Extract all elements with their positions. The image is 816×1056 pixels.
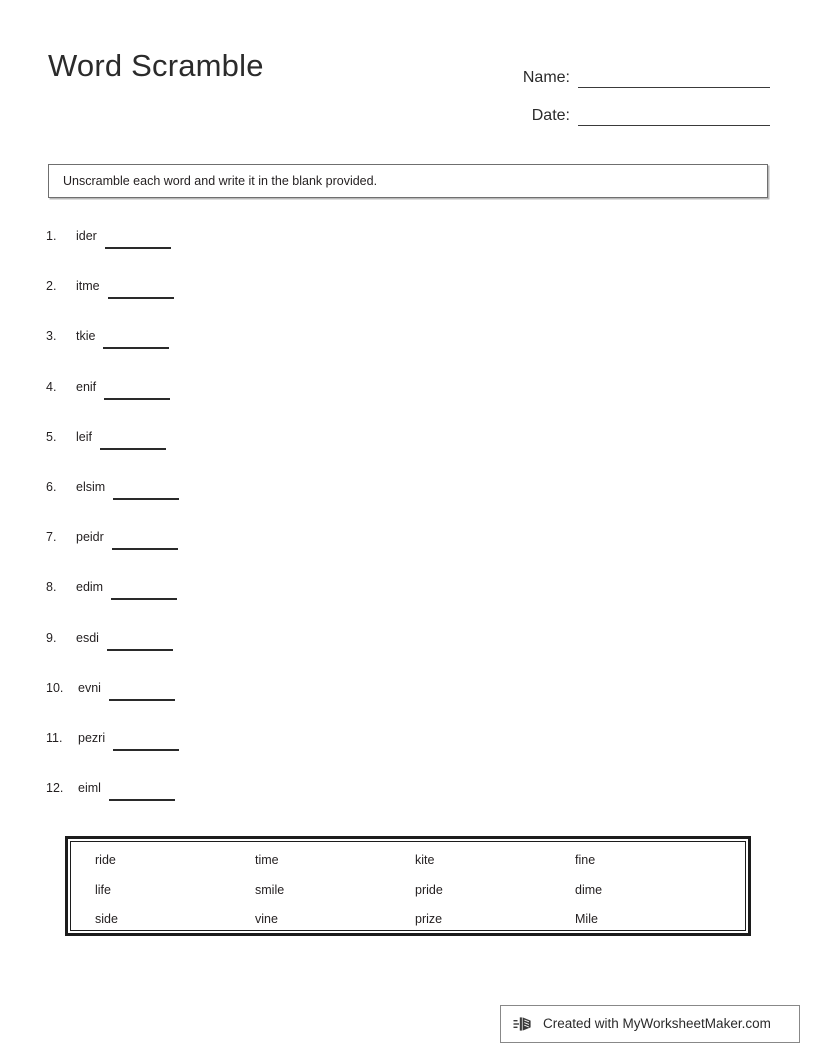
word-bank-word: pride: [415, 882, 443, 897]
word-bank-word: time: [255, 853, 279, 867]
scrambled-word: pezri: [78, 730, 106, 745]
answer-blank[interactable]: [103, 330, 169, 349]
word-bank-word: dime: [575, 882, 603, 897]
question-number: 1.: [46, 229, 57, 243]
word-bank-word: side: [95, 912, 118, 926]
date-input-line[interactable]: [578, 105, 770, 126]
scrambled-word: tkie: [76, 329, 96, 344]
question-number: 9.: [46, 630, 57, 645]
question-number: 2.: [46, 279, 57, 294]
question-item: [46, 680, 446, 730]
answer-blank[interactable]: [113, 481, 179, 500]
question-number: 4.: [46, 379, 57, 394]
word-bank-word: vine: [255, 912, 278, 926]
date-row: [500, 88, 770, 126]
scrambled-word: edim: [76, 580, 104, 595]
name-input-line[interactable]: [578, 67, 770, 88]
question-number: 10.: [46, 680, 64, 695]
word-bank-word: prize: [415, 912, 443, 926]
question-item: [46, 228, 446, 278]
word-bank-word: fine: [575, 853, 596, 867]
question-item: [46, 328, 446, 378]
instruction-box: [48, 164, 768, 198]
instruction-text: Unscramble each word and write it in the blank provided.: [63, 174, 378, 188]
question-number: 3.: [46, 329, 57, 344]
created-with-badge[interactable]: [500, 1005, 800, 1043]
name-row: [500, 50, 770, 88]
question-item: [46, 579, 446, 629]
question-list: [46, 228, 446, 830]
answer-blank[interactable]: [104, 381, 170, 400]
question-item: [46, 630, 446, 680]
scrambled-word: peidr: [76, 530, 104, 545]
date-label: Date:: [531, 107, 570, 124]
question-item: [46, 730, 446, 780]
scrambled-word: elsim: [76, 479, 106, 494]
question-item: [46, 479, 446, 529]
word-bank-row: [71, 911, 745, 941]
question-item: [46, 379, 446, 429]
answer-blank[interactable]: [111, 581, 177, 600]
word-bank-word: Mile: [575, 912, 598, 926]
question-item: [46, 278, 446, 328]
word-bank-inner-border: [70, 841, 746, 931]
page-title: Word Scramble: [48, 48, 264, 83]
question-number: 7.: [46, 530, 57, 545]
question-item: [46, 529, 446, 579]
word-bank-row: [71, 882, 745, 912]
name-date-block: [500, 50, 770, 126]
answer-blank[interactable]: [112, 531, 178, 550]
scrambled-word: leif: [76, 429, 92, 444]
question-number: 12.: [46, 781, 64, 796]
word-bank: [65, 836, 751, 936]
scrambled-word: eiml: [78, 781, 101, 796]
scrambled-word: itme: [76, 279, 100, 294]
worksheet-header: [0, 0, 816, 140]
question-number: 6.: [46, 479, 57, 494]
answer-blank[interactable]: [108, 280, 174, 299]
answer-blank[interactable]: [109, 682, 175, 701]
word-bank-word: life: [95, 882, 111, 897]
question-number: 8.: [46, 580, 57, 595]
word-bank-row: [71, 852, 745, 882]
name-label: Name:: [522, 69, 570, 86]
word-bank-word: ride: [95, 853, 116, 867]
quill-pen-icon: [513, 1013, 535, 1035]
answer-blank[interactable]: [109, 782, 175, 801]
word-bank-word: smile: [255, 882, 285, 897]
question-number: 5.: [46, 429, 57, 444]
scrambled-word: ider: [76, 229, 97, 243]
word-bank-grid: [71, 842, 745, 930]
scrambled-word: enif: [76, 379, 97, 394]
answer-blank[interactable]: [105, 230, 171, 249]
answer-blank[interactable]: [113, 732, 179, 751]
word-bank-word: kite: [415, 853, 435, 867]
answer-blank[interactable]: [107, 632, 173, 651]
answer-blank[interactable]: [100, 431, 166, 450]
scrambled-word: evni: [78, 680, 101, 695]
question-item: [46, 429, 446, 479]
question-item: [46, 780, 446, 830]
scrambled-word: esdi: [76, 630, 99, 645]
created-with-label: Created with MyWorksheetMaker.com: [543, 1016, 771, 1031]
question-number: 11.: [46, 730, 63, 745]
